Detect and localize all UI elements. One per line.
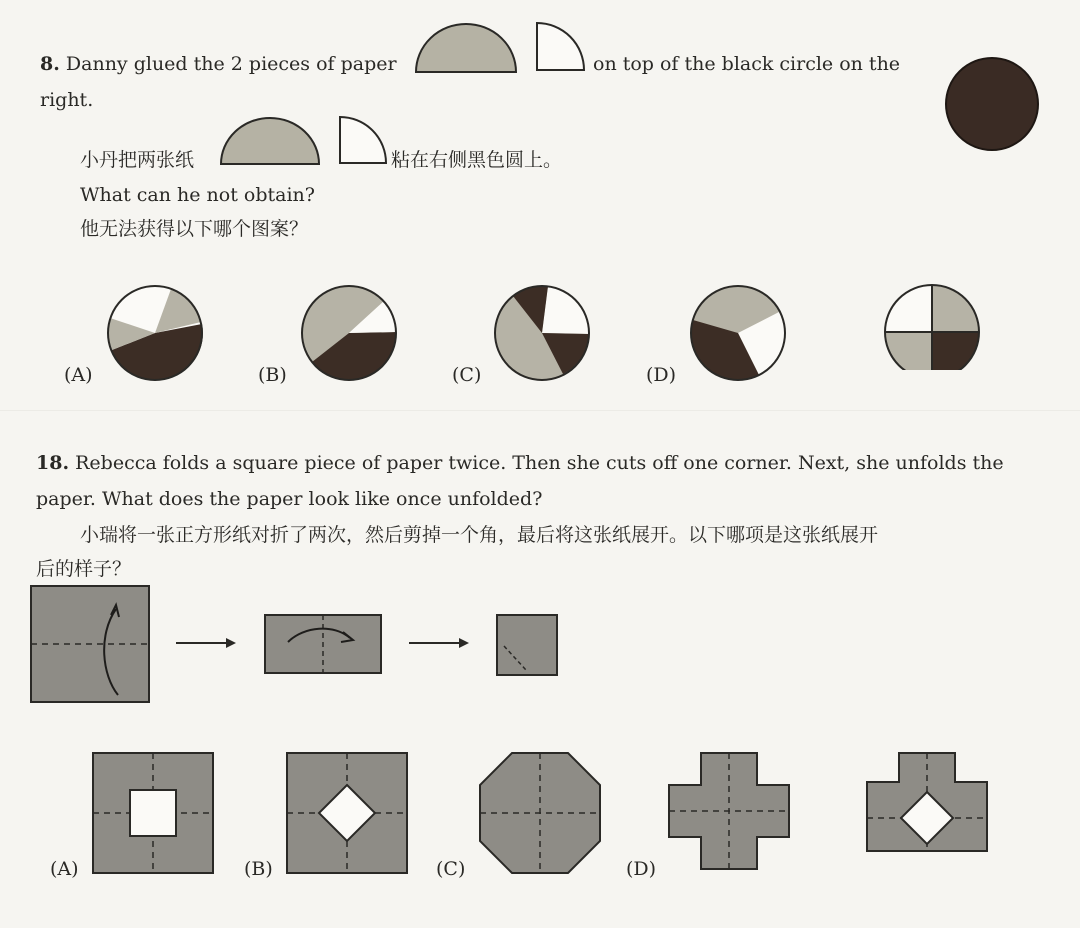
option-b-shape-icon [286,752,408,874]
question-number: 8. [40,53,60,75]
option-b-label[interactable]: (B) [244,858,273,880]
option-a-shape-icon [92,752,214,874]
option-d-label[interactable]: (D) [626,858,657,880]
question-text-zh-line1: 小瑞将一张正方形纸对折了两次，然后剪掉一个角，最后将这张纸展开。以下哪项是这张纸展开 [80,524,879,546]
option-a-label[interactable]: (A) [64,364,93,386]
option-c-circle-icon [493,284,591,382]
question-text-zh-part2: 粘在右侧黑色圆上。 [391,149,563,171]
option-b-label[interactable]: (B) [258,364,287,386]
folded-rectangle-icon [264,614,382,674]
option-d-label[interactable]: (D) [646,364,677,386]
option-d-circle-icon [689,284,787,382]
quarter-circle-piece-icon [339,116,389,166]
question-text-part2: on top of the black circle on the [593,53,901,75]
option-c-label[interactable]: (C) [452,364,482,386]
quarter-circle-piece-icon [536,22,586,72]
question-text-part3: right. [40,89,94,111]
option-a-label[interactable]: (A) [50,858,79,880]
folded-square-icon [496,614,558,676]
option-b-circle-icon [300,284,398,382]
option-e-shape-icon [866,752,988,852]
question-number: 18. [36,452,70,474]
option-c-label[interactable]: (C) [436,858,466,880]
question-text-zh-part1: 小丹把两张纸 [80,149,195,171]
question-text-part1: Danny glued the 2 pieces of paper [65,53,397,75]
question-prompt-en: What can he not obtain? [80,184,315,206]
square-paper-icon [30,585,150,703]
option-d-shape-icon [668,752,790,870]
black-circle-icon [944,56,1040,152]
option-e-circle-icon [884,284,980,370]
arrow-right-icon [176,637,238,649]
section-divider [0,410,1080,411]
question-text-line2: paper. What does the paper look like once unfolded? [36,488,543,510]
arrow-right-icon [409,637,471,649]
option-c-shape-icon [479,752,601,874]
question-prompt-zh: 他无法获得以下哪个图案？ [80,218,309,240]
question-text-zh-line2: 后的样子？ [36,558,132,580]
half-circle-piece-icon [415,22,517,74]
half-circle-piece-icon [220,116,320,166]
question-text-line1: Rebecca folds a square piece of paper twice. Then she cuts off one corner. Next, she unfolds the [75,452,1004,474]
option-a-circle-icon [106,284,204,382]
